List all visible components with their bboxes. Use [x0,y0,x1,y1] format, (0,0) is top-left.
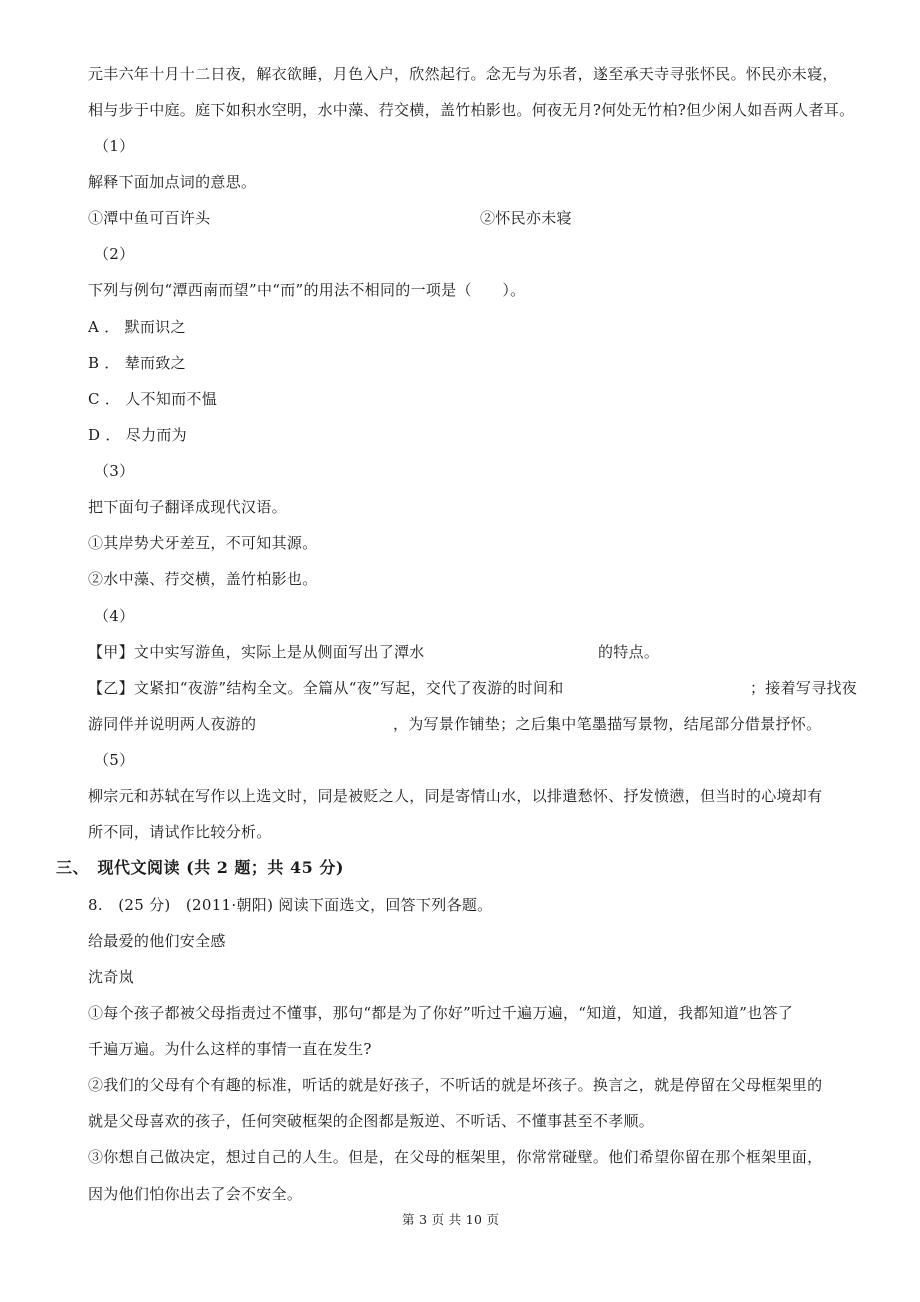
question-3-sentence-1: ①其岸势犬牙差互，不可知其源。 [88,534,318,552]
paragraph-2-line-2: 就是父母喜欢的孩子，任何突破框架的企图都是叛逆、不听话、不懂事甚至不孝顺。 [88,1112,655,1130]
question-1-number: （1） [94,137,135,155]
paragraph-1-line-2: 千遍万遍。为什么这样的事情一直在发生? [88,1040,372,1058]
paragraph-3-line-2: 因为他们怕你出去了会不安全。 [88,1185,303,1203]
page-footer: 第 3 页 共 10 页 [402,1212,500,1227]
paragraph-1-line-1: ①每个孩子都被父母指责过不懂事，那句“都是为了你好”听过千遍万遍，“知道，知道，我都知道”也答了 [88,1004,794,1022]
question-4-jia-text: 【甲】文中实写游鱼，实际上是从侧面写出了潭水 [88,643,425,661]
question-1-item-b: ②怀民亦未寝 [480,209,572,227]
question-4-yi-line2-end: ，为写景作铺垫；之后集中笔墨描写景物，结尾部分借景抒怀。 [393,715,822,733]
question-4-jia-tail: 的特点。 [598,643,660,661]
question-1-prompt: 解释下面加点词的意思。 [88,173,257,191]
question-3-prompt: 把下面句子翻译成现代汉语。 [88,498,287,516]
question-1-item-a: ①潭中鱼可百许头 [88,209,211,227]
article-title: 给最爱的他们安全感 [88,932,226,950]
option-d[interactable]: D ． 尽力而为 [88,426,187,444]
paragraph-2-line-1: ②我们的父母有个有趣的标准，听话的就是好孩子，不听话的就是坏孩子。换言之，就是停留在父母框架里的 [88,1076,823,1094]
question-2-number: （2） [94,245,135,263]
article-author: 沈奇岚 [88,968,134,986]
question-4-yi-tail: ；接着写寻找夜 [750,679,858,697]
question-3-number: （3） [94,462,135,480]
option-c[interactable]: C ． 人不知而不愠 [88,390,218,408]
question-4-yi-line2-start: 游同伴并说明两人夜游的 [88,715,257,733]
question-5-number: （5） [94,751,135,769]
question-4-yi-text: 【乙】文紧扣“夜游”结构全文。全篇从“夜”写起，交代了夜游的时间和 [88,679,564,697]
option-a[interactable]: A ． 默而识之 [88,318,186,336]
question-3-sentence-2: ②水中藻、荇交横，盖竹柏影也。 [88,570,318,588]
passage-line-2: 相与步于中庭。庭下如积水空明，水中藻、荇交横，盖竹柏影也。何夜无月?何处无竹柏?但少闲人如吾两人者耳。 [88,101,855,119]
question-5-line-2: 所不同，请试作比较分析。 [88,823,272,841]
question-5-line-1: 柳宗元和苏轼在写作以上选文时，同是被贬之人，同是寄情山水，以排遣愁怀、抒发愤懑，但当时的心境却有 [88,787,823,805]
section-3-heading: 三、 现代文阅读 (共 2 题；共 45 分) [56,858,344,877]
passage-line-1: 元丰六年十月十二日夜，解衣欲睡，月色入户，欣然起行。念无与为乐者，遂至承天寺寻张怀民。怀民亦未寝， [88,65,838,83]
option-b[interactable]: B ． 辇而致之 [88,354,186,372]
paragraph-3-line-1: ③你想自己做决定，想过自己的人生。但是，在父母的框架里，你常常碰壁。他们希望你留在那个框架里面， [88,1148,823,1166]
question-8-header: 8. (25 分) (2011·朝阳) 阅读下面选文，回答下列各题。 [88,896,493,914]
question-2-prompt: 下列与例句“潭西南而望”中“而”的用法不相同的一项是（ ）。 [88,281,526,299]
question-4-number: （4） [94,607,135,625]
